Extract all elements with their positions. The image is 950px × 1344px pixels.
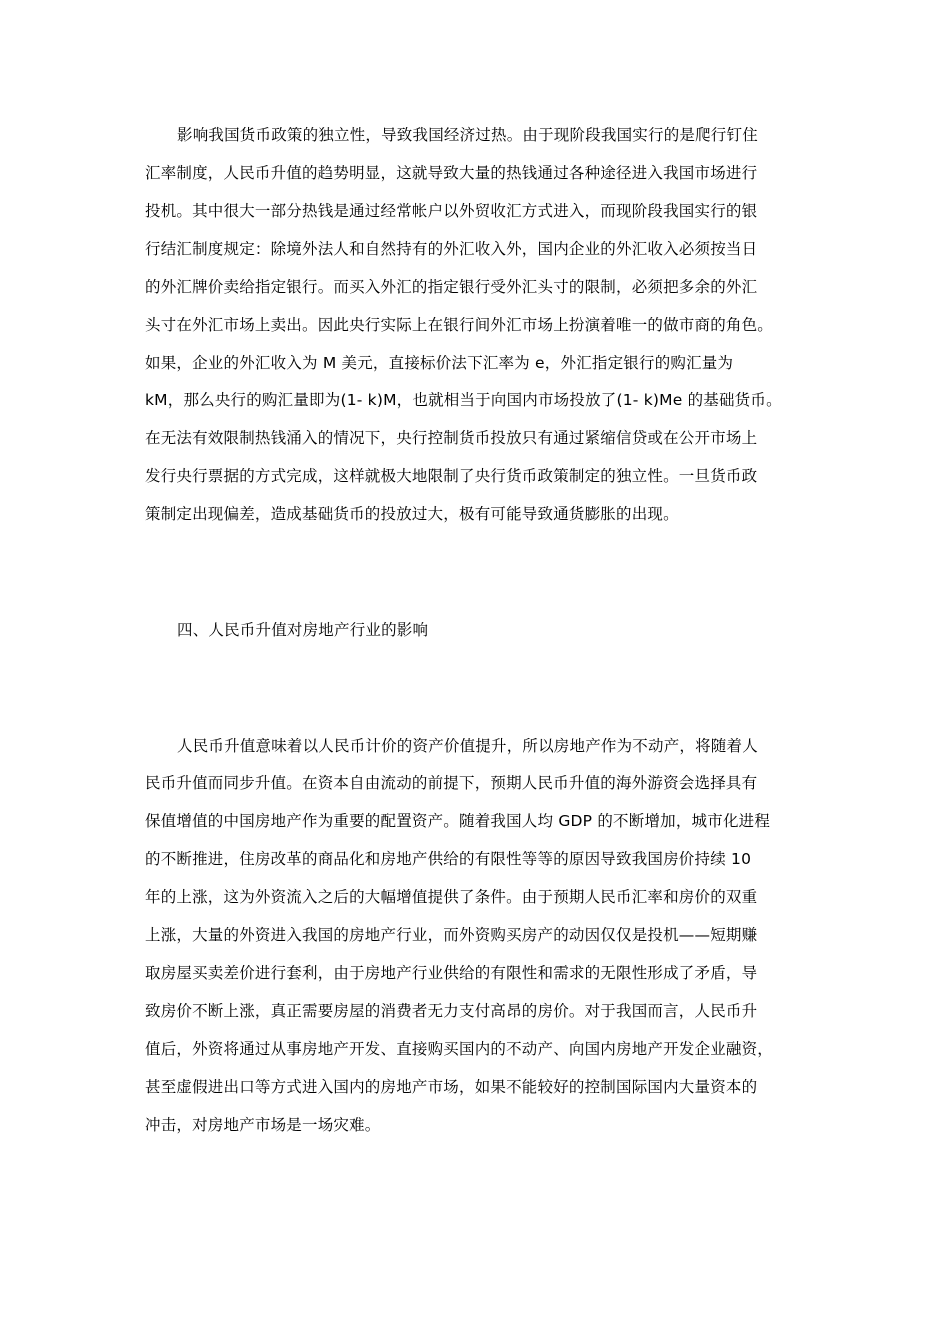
paragraph-line: 年的上涨，这为外资流入之后的大幅增值提供了条件。由于预期人民币汇率和房价的双重 bbox=[145, 888, 758, 906]
paragraph-line: 致房价不断上涨，真正需要房屋的消费者无力支付高昂的房价。对于我国而言，人民币升 bbox=[145, 1002, 758, 1020]
paragraph-line: 如果，企业的外汇收入为 M 美元，直接标价法下汇率为 e，外汇指定银行的购汇量为 bbox=[145, 354, 734, 372]
section-heading: 四、人民币升值对房地产行业的影响 bbox=[177, 621, 429, 639]
paragraph-line: 的不断推进，住房改革的商品化和房地产供给的有限性等等的原因导致我国房价持续 10 bbox=[145, 850, 752, 868]
paragraph-line: 行结汇制度规定：除境外法人和自然持有的外汇收入外，国内企业的外汇收入必须按当日 bbox=[145, 240, 758, 258]
paragraph-line: 的外汇牌价卖给指定银行。而买入外汇的指定银行受外汇头寸的限制，必须把多余的外汇 bbox=[145, 278, 758, 296]
paragraph-line: 人民币升值意味着以人民币计价的资产价值提升，所以房地产作为不动产，将随着人 bbox=[177, 737, 758, 755]
paragraph-line: 汇率制度，人民币升值的趋势明显，这就导致大量的热钱通过各种途径进入我国市场进行 bbox=[145, 164, 758, 182]
paragraph-line: 值后，外资将通过从事房地产开发、直接购买国内的不动产、向国内房地产开发企业融资， bbox=[145, 1040, 774, 1058]
paragraph-line: 取房屋买卖差价进行套利，由于房地产行业供给的有限性和需求的无限性形成了矛盾，导 bbox=[145, 964, 758, 982]
paragraph-line: 冲击，对房地产市场是一场灾难。 bbox=[145, 1116, 381, 1134]
paragraph-line: 保值增值的中国房地产作为重要的配置资产。随着我国人均 GDP 的不断增加，城市化进程 bbox=[145, 812, 771, 830]
paragraph-line: 甚至虚假进出口等方式进入国内的房地产市场，如果不能较好的控制国际国内大量资本的 bbox=[145, 1078, 758, 1096]
paragraph-line: kM，那么央行的购汇量即为(1- k)M，也就相当于向国内市场投放了(1- k)Me 的基础货币。 bbox=[145, 391, 782, 409]
paragraph-line: 投机。其中很大一部分热钱是通过经常帐户以外贸收汇方式进入，而现阶段我国实行的银 bbox=[145, 202, 758, 220]
paragraph-line: 在无法有效限制热钱涌入的情况下，央行控制货币投放只有通过紧缩信贷或在公开市场上 bbox=[145, 429, 758, 447]
paragraph-line: 头寸在外汇市场上卖出。因此央行实际上在银行间外汇市场上扮演着唯一的做市商的角色。 bbox=[145, 316, 774, 334]
paragraph-line: 上涨，大量的外资进入我国的房地产行业，而外资购买房产的动因仅仅是投机——短期赚 bbox=[145, 926, 758, 944]
paragraph-line: 民币升值而同步升值。在资本自由流动的前提下，预期人民币升值的海外游资会选择具有 bbox=[145, 774, 758, 792]
paragraph-line: 发行央行票据的方式完成，这样就极大地限制了央行货币政策制定的独立性。一旦货币政 bbox=[145, 467, 758, 485]
paragraph-line: 策制定出现偏差，造成基础货币的投放过大，极有可能导致通货膨胀的出现。 bbox=[145, 505, 679, 523]
paragraph-line: 影响我国货币政策的独立性，导致我国经济过热。由于现阶段我国实行的是爬行钉住 bbox=[177, 126, 758, 144]
